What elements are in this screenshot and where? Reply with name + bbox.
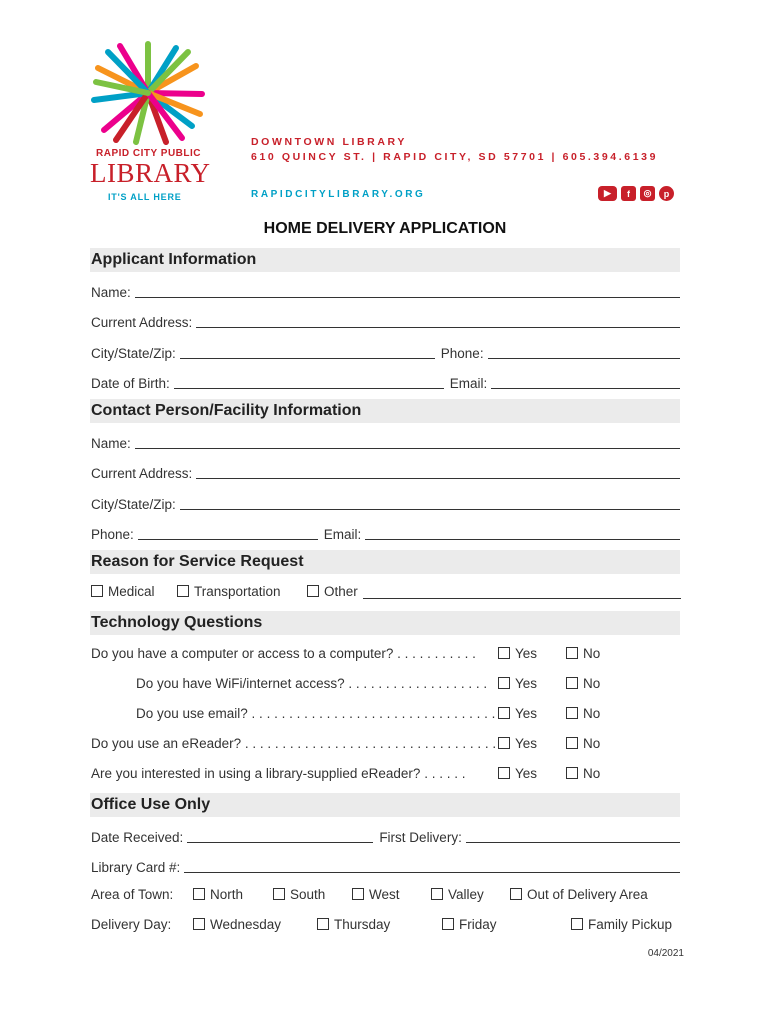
tech-question-email: Do you use email? . . . . . . . . . . . . . . . . . . . . . . . . . . . . . . . . . <box>136 706 496 721</box>
section-applicant <box>90 248 680 272</box>
checkbox-other[interactable] <box>307 585 319 597</box>
option-label: Thursday <box>334 917 391 932</box>
field-label: First Delivery: <box>379 830 462 845</box>
applicant-name-row <box>91 280 680 300</box>
option-label: South <box>290 887 326 902</box>
field-label: Current Address: <box>91 315 193 330</box>
option-label: Family Pickup <box>588 917 673 932</box>
option-label: Medical <box>108 584 155 599</box>
section-office <box>90 793 680 817</box>
checkbox-no[interactable] <box>566 737 578 749</box>
contact-phone-row <box>91 522 680 542</box>
yes-option[interactable] <box>498 766 537 781</box>
tech-answers <box>498 646 608 786</box>
tech-question-wifi: Do you have WiFi/internet access? . . . . . . . . . . . . . . . . . . . <box>136 676 488 691</box>
option-label: Yes <box>515 646 538 661</box>
checkbox-no[interactable] <box>566 677 578 689</box>
office-card-row <box>91 855 680 875</box>
yes-option[interactable] <box>498 646 537 661</box>
logo-small-text: RAPID CITY PUBLIC <box>96 148 201 159</box>
checkbox-no[interactable] <box>566 647 578 659</box>
field-label: Email: <box>449 376 488 391</box>
pinterest-icon[interactable]: p <box>659 186 674 201</box>
applicant-dob-row <box>91 371 680 391</box>
yes-option[interactable] <box>498 736 537 751</box>
option-label: No <box>583 766 601 781</box>
contact-email-field[interactable] <box>365 525 680 540</box>
area-north-option[interactable] <box>193 887 243 902</box>
section-contact <box>90 399 680 423</box>
section-heading: Technology Questions <box>91 614 263 631</box>
field-label: Email: <box>323 527 362 542</box>
applicant-csz-field[interactable] <box>180 344 435 359</box>
option-label: No <box>583 676 601 691</box>
field-label: Area of Town: <box>91 887 174 902</box>
option-label: West <box>369 887 400 902</box>
form-title: HOME DELIVERY APPLICATION <box>263 220 507 237</box>
option-label: Yes <box>515 706 538 721</box>
tech-question-interest: Are you interested in using a library-supplied eReader? . . . . . . <box>91 766 466 781</box>
delivery-day-row <box>91 917 681 937</box>
field-label: Library Card #: <box>91 860 181 875</box>
checkbox-no[interactable] <box>566 767 578 779</box>
facebook-icon[interactable]: f <box>621 186 636 201</box>
option-label: No <box>583 736 601 751</box>
area-valley-option[interactable] <box>431 887 484 902</box>
option-label: Friday <box>459 917 497 932</box>
logo-library-text: LIBRARY <box>90 158 211 188</box>
checkbox-yes[interactable] <box>498 677 510 689</box>
library-card-field[interactable] <box>184 858 680 873</box>
day-family-pickup-option[interactable] <box>571 917 672 932</box>
date-received-field[interactable] <box>187 828 373 843</box>
applicant-address-row <box>91 310 680 330</box>
yes-option[interactable] <box>498 706 537 721</box>
option-label: Other <box>324 584 358 599</box>
checkbox-wednesday[interactable] <box>193 918 205 930</box>
option-label: North <box>210 887 244 902</box>
checkbox-yes[interactable] <box>498 707 510 719</box>
section-heading: Reason for Service Request <box>91 553 304 570</box>
logo-tagline: IT'S ALL HERE <box>108 192 182 202</box>
applicant-dob-field[interactable] <box>174 374 444 389</box>
checkbox-west[interactable] <box>352 888 364 900</box>
field-label: Name: <box>91 285 131 300</box>
applicant-csz-row <box>91 341 680 361</box>
tech-question-ereader: Do you use an eReader? . . . . . . . . . . . . . . . . . . . . . . . . . . . . . . . . . . <box>91 736 497 751</box>
no-option[interactable] <box>566 646 600 661</box>
contact-address-row <box>91 461 680 481</box>
area-out-of-delivery-option[interactable] <box>510 887 648 902</box>
branch-name: DOWNTOWN LIBRARY <box>251 136 407 148</box>
checkbox-thursday[interactable] <box>317 918 329 930</box>
area-west-option[interactable] <box>352 887 400 902</box>
field-label: Date Received: <box>91 830 184 845</box>
section-heading: Office Use Only <box>91 796 211 813</box>
checkbox-transportation[interactable] <box>177 585 189 597</box>
field-label: Name: <box>91 436 131 451</box>
checkbox-family-pickup[interactable] <box>571 918 583 930</box>
reason-options <box>91 584 681 604</box>
no-option[interactable] <box>566 706 600 721</box>
applicant-name-field[interactable] <box>135 283 680 298</box>
first-delivery-field[interactable] <box>466 828 680 843</box>
area-south-option[interactable] <box>273 887 325 902</box>
no-option[interactable] <box>566 676 600 691</box>
field-label: Date of Birth: <box>91 376 170 391</box>
no-option[interactable] <box>566 766 600 781</box>
contact-name-field[interactable] <box>135 434 680 449</box>
form-revision-date: 04/2021 <box>647 948 684 959</box>
applicant-phone-field[interactable] <box>488 344 680 359</box>
no-option[interactable] <box>566 736 600 751</box>
option-label: No <box>583 646 601 661</box>
section-heading: Applicant Information <box>91 251 257 268</box>
yes-option[interactable] <box>498 676 537 691</box>
option-label: Yes <box>515 676 538 691</box>
day-friday-option[interactable] <box>442 917 497 932</box>
option-label: Wednesday <box>210 917 282 932</box>
reason-transportation-option[interactable] <box>177 584 281 599</box>
tech-question-computer: Do you have a computer or access to a computer? . . . . . . . . . . . <box>91 646 476 661</box>
section-technology <box>90 611 680 635</box>
option-label: Out of Delivery Area <box>527 887 648 902</box>
field-label: Delivery Day: <box>91 917 172 932</box>
applicant-email-field[interactable] <box>491 374 680 389</box>
option-label: Yes <box>515 736 538 751</box>
reason-other-field[interactable] <box>363 598 681 599</box>
field-label: City/State/Zip: <box>91 497 176 512</box>
checkbox-north[interactable] <box>193 888 205 900</box>
checkbox-medical[interactable] <box>91 585 103 597</box>
day-wednesday-option[interactable] <box>193 917 281 932</box>
checkbox-yes[interactable] <box>498 767 510 779</box>
reason-other-option[interactable] <box>307 584 358 599</box>
checkbox-friday[interactable] <box>442 918 454 930</box>
field-label: City/State/Zip: <box>91 346 176 361</box>
day-thursday-option[interactable] <box>317 917 390 932</box>
contact-phone-field[interactable] <box>138 525 318 540</box>
contact-name-row <box>91 431 680 451</box>
social-icons <box>598 186 674 201</box>
checkbox-south[interactable] <box>273 888 285 900</box>
youtube-icon[interactable]: ▶ <box>598 186 617 201</box>
reason-medical-option[interactable] <box>91 584 155 599</box>
section-reason <box>90 550 680 574</box>
checkbox-yes[interactable] <box>498 737 510 749</box>
option-label: Valley <box>448 887 484 902</box>
office-dates-row <box>91 825 680 845</box>
instagram-icon[interactable]: ◎ <box>640 186 655 201</box>
option-label: Transportation <box>194 584 281 599</box>
contact-csz-field[interactable] <box>180 495 680 510</box>
checkbox-yes[interactable] <box>498 647 510 659</box>
field-label: Current Address: <box>91 466 193 481</box>
contact-address-field[interactable] <box>196 464 680 479</box>
checkbox-out-of-delivery[interactable] <box>510 888 522 900</box>
option-label: Yes <box>515 766 538 781</box>
contact-csz-row <box>91 492 680 512</box>
area-of-town-row <box>91 887 681 907</box>
library-logo-burst <box>88 38 208 148</box>
field-label: Phone: <box>91 527 134 542</box>
field-label: Phone: <box>440 346 484 361</box>
branch-address: 610 QUINCY ST. | RAPID CITY, SD 57701 | 605.394.6139 <box>251 151 659 163</box>
checkbox-valley[interactable] <box>431 888 443 900</box>
website-link[interactable]: RAPIDCITYLIBRARY.ORG <box>251 189 426 200</box>
checkbox-no[interactable] <box>566 707 578 719</box>
option-label: No <box>583 706 601 721</box>
section-heading: Contact Person/Facility Information <box>91 402 362 419</box>
applicant-address-field[interactable] <box>196 313 680 328</box>
